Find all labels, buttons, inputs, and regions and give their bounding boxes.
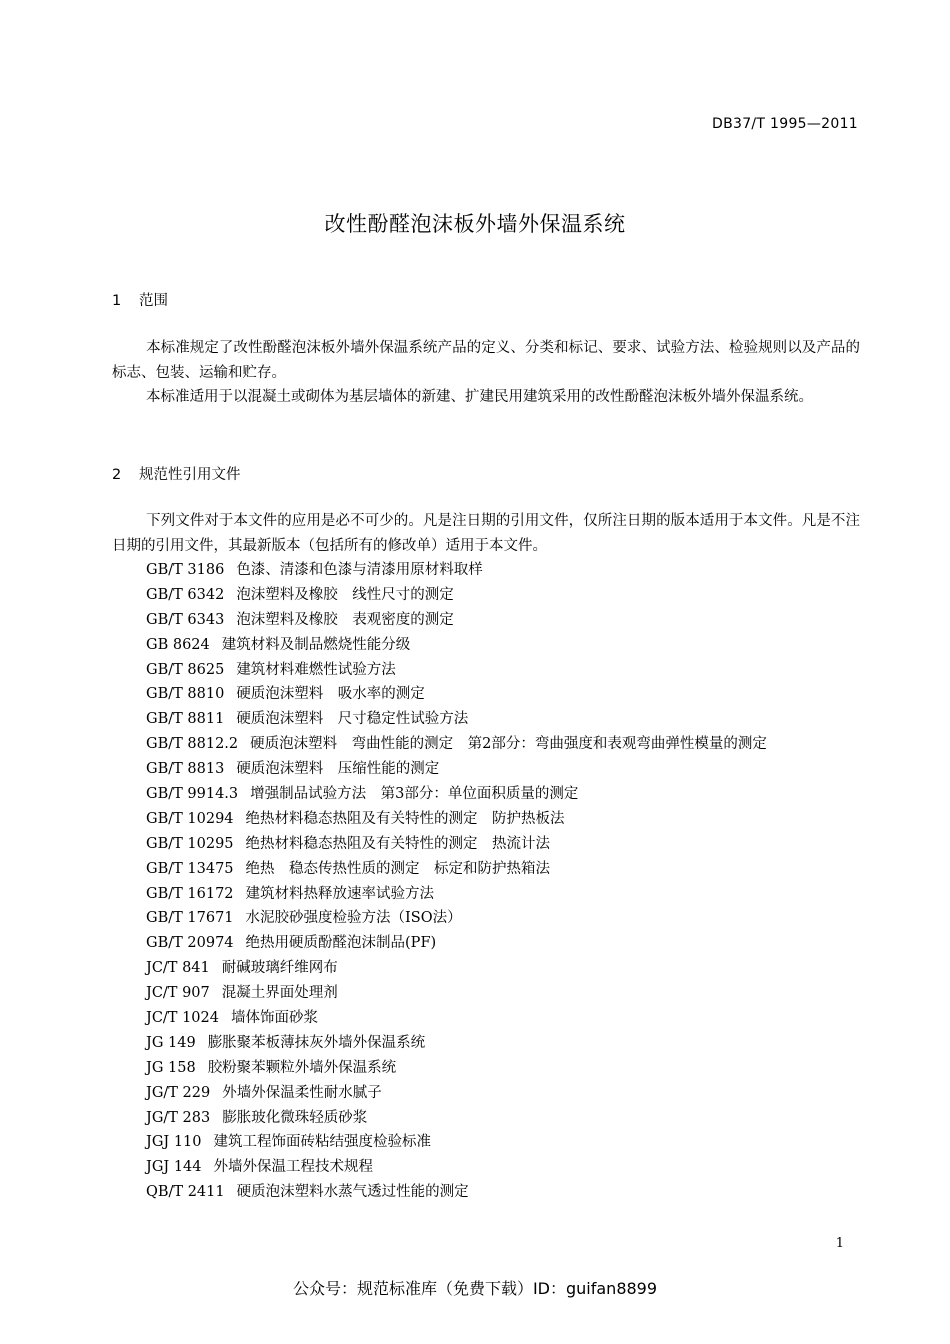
reference-code: JC/T 1024 [146, 1010, 219, 1027]
reference-code: JG 158 [146, 1059, 196, 1076]
scope-paragraph-1 [112, 336, 860, 386]
reference-item [146, 1031, 767, 1056]
reference-code: JG/T 229 [146, 1084, 211, 1101]
reference-title: 绝热 稳态传热性质的测定 标定和防护热箱法 [245, 860, 551, 877]
reference-item [146, 558, 767, 583]
reference-title: 建筑工程饰面砖粘结强度检验标准 [213, 1134, 431, 1151]
reference-item [146, 807, 767, 832]
reference-item [146, 707, 767, 732]
reference-code: GB/T 8811 [146, 711, 225, 728]
reference-item [146, 1081, 767, 1106]
section-number: 1 [112, 293, 122, 309]
reference-title: 膨胀玻化微珠轻质砂浆 [222, 1109, 368, 1126]
reference-item [146, 1180, 767, 1205]
section-heading-scope [112, 289, 168, 310]
reference-code: GB/T 20974 [146, 935, 234, 952]
reference-item [146, 857, 767, 882]
reference-code: GB/T 8810 [146, 686, 225, 703]
reference-item [146, 956, 767, 981]
reference-item [146, 1155, 767, 1180]
paragraph-text: 本标准适用于以混凝土或砌体为基层墙体的新建、扩建民用建筑采用的改性酚醛泡沫板外墙外保温系统。 [146, 389, 813, 405]
reference-item [146, 658, 767, 683]
reference-title: 外墙外保温柔性耐水腻子 [222, 1084, 382, 1101]
reference-code: GB/T 3186 [146, 562, 225, 578]
reference-item [146, 1106, 767, 1131]
reference-item [146, 832, 767, 857]
reference-title: 硬质泡沫塑料 吸水率的测定 [236, 686, 425, 703]
reference-code: GB/T 6342 [146, 586, 225, 603]
document-title: 改性酚醛泡沫板外墙外保温系统 [324, 212, 626, 236]
reference-title: 硬质泡沫塑料水蒸气透过性能的测定 [236, 1184, 469, 1201]
reference-item [146, 906, 767, 931]
reference-title: 绝热材料稳态热阻及有关特性的测定 热流计法 [245, 835, 551, 852]
reference-title: 混凝土界面处理剂 [221, 985, 338, 1002]
section-heading-normative-references [112, 463, 241, 484]
reference-title: 水泥胶砂强度检验方法（ISO法） [245, 910, 462, 927]
reference-title: 膨胀聚苯板薄抹灰外墙外保温系统 [207, 1034, 426, 1051]
reference-code: GB/T 13475 [146, 860, 234, 877]
reference-item [146, 1056, 767, 1081]
reference-item [146, 757, 767, 782]
reference-title: 建筑材料难燃性试验方法 [236, 661, 396, 678]
reference-item [146, 782, 767, 807]
reference-code: GB/T 8625 [146, 661, 225, 678]
reference-item [146, 1006, 767, 1031]
reference-code: GB/T 16172 [146, 885, 234, 902]
reference-item [146, 608, 767, 633]
reference-title: 绝热用硬质酚醛泡沫制品(PF) [245, 935, 437, 952]
reference-title: 建筑材料及制品燃烧性能分级 [221, 636, 411, 653]
reference-title: 建筑材料热释放速率试验方法 [245, 885, 435, 902]
reference-title: 泡沫塑料及橡胶 线性尺寸的测定 [236, 586, 454, 603]
reference-code: GB/T 8813 [146, 761, 225, 778]
reference-code: GB/T 6343 [146, 611, 225, 628]
reference-code: JGJ 144 [146, 1159, 202, 1176]
reference-item [146, 583, 767, 608]
reference-code: GB/T 8812.2 [146, 736, 239, 753]
reference-title: 泡沫塑料及橡胶 表观密度的测定 [236, 611, 454, 628]
reference-title: 耐碱玻璃纤维网布 [221, 960, 338, 977]
reference-code: JC/T 841 [146, 960, 210, 977]
reference-code: GB 8624 [146, 636, 210, 653]
reference-code: QB/T 2411 [146, 1184, 225, 1201]
reference-title: 绝热材料稳态热阻及有关特性的测定 防护热板法 [245, 810, 565, 827]
reference-list [146, 558, 767, 1205]
footer-note: 公众号：规范标准库（免费下载）ID：guifan8899 [292, 1279, 658, 1298]
reference-title: 墙体饰面砂浆 [230, 1010, 318, 1027]
reference-item [146, 682, 767, 707]
reference-title: 外墙外保温工程技术规程 [213, 1159, 373, 1176]
reference-title: 增强制品试验方法 第3部分：单位面积质量的测定 [250, 786, 579, 803]
reference-code: GB/T 9914.3 [146, 786, 239, 803]
reference-title: 色漆、清漆和色漆与清漆用原材料取样 [236, 562, 483, 578]
reference-item [146, 981, 767, 1006]
page-number: 1 [835, 1236, 844, 1251]
paragraph-text: 本标准规定了改性酚醛泡沫板外墙外保温系统产品的定义、分类和标记、要求、试验方法、检验规则以及产品的标志、包装、运输和贮存。 [112, 340, 860, 381]
reference-title: 硬质泡沫塑料 尺寸稳定性试验方法 [236, 711, 469, 728]
reference-item [146, 633, 767, 658]
reference-item [146, 1130, 767, 1155]
reference-item [146, 931, 767, 956]
reference-code: JGJ 110 [146, 1134, 202, 1151]
reference-code: GB/T 17671 [146, 910, 234, 927]
reference-code: GB/T 10295 [146, 835, 234, 852]
reference-title: 胶粉聚苯颗粒外墙外保温系统 [207, 1059, 397, 1076]
reference-item [146, 882, 767, 907]
paragraph-text: 下列文件对于本文件的应用是必不可少的。凡是注日期的引用文件，仅所注日期的版本适用于本文件。凡是不注日期的引用文件，其最新版本（包括所有的修改单）适用于本文件。 [112, 513, 860, 554]
reference-code: JG/T 283 [146, 1109, 211, 1126]
section-title: 规范性引用文件 [139, 467, 241, 483]
reference-title: 硬质泡沫塑料 弯曲性能的测定 第2部分：弯曲强度和表观弯曲弹性模量的测定 [250, 736, 767, 753]
section-number: 2 [112, 467, 122, 483]
scope-paragraph-2 [112, 385, 860, 410]
reference-title: 硬质泡沫塑料 压缩性能的测定 [236, 761, 440, 778]
reference-code: GB/T 10294 [146, 810, 234, 827]
section-title: 范围 [139, 293, 168, 309]
references-intro-paragraph [112, 509, 860, 559]
standard-code: DB37/T 1995—2011 [712, 116, 858, 132]
reference-code: JC/T 907 [146, 985, 210, 1002]
reference-item [146, 732, 767, 757]
reference-code: JG 149 [146, 1034, 196, 1051]
